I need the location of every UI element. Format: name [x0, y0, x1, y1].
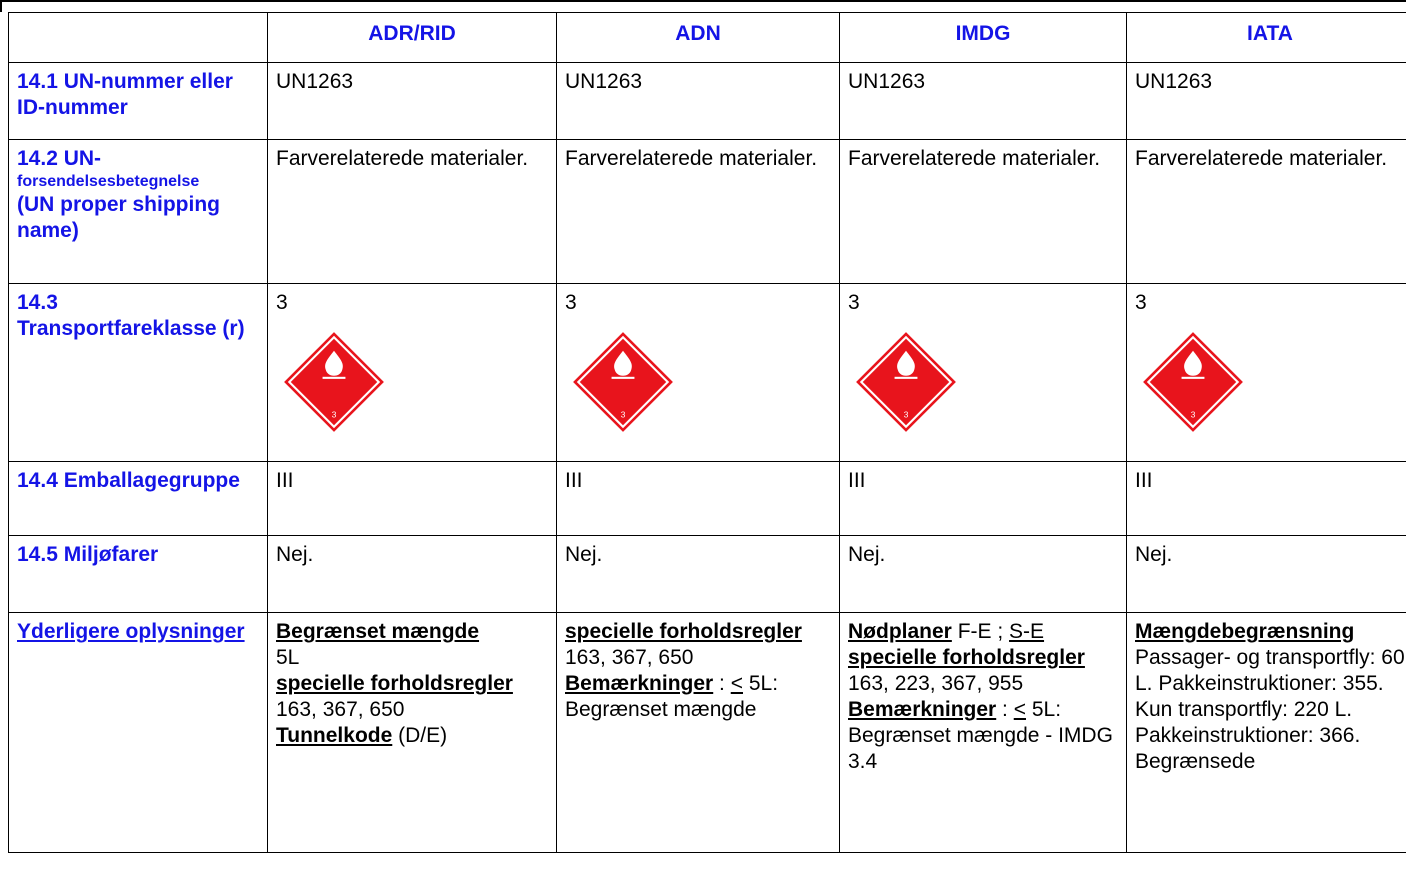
top-border — [0, 0, 1406, 12]
row-un-number — [9, 63, 1406, 140]
label-shipping-name-line2: forsendelsesbetegnelse — [17, 173, 200, 190]
remarks-label: Bemærkninger — [565, 672, 714, 695]
emergency-schedule-se: S-E — [1009, 620, 1045, 643]
hazard-class-value: 3 — [565, 291, 577, 314]
header-imdg: IMDG — [840, 13, 1127, 63]
header-empty — [9, 13, 268, 63]
hazard-class-value: 3 — [848, 291, 860, 314]
special-provisions-value: 163, 367, 650 — [276, 698, 405, 721]
hazard-class-imdg — [840, 284, 1127, 462]
remarks-label: Bemærkninger — [848, 698, 997, 721]
row-env-hazard — [9, 536, 1406, 613]
special-provisions-label: specielle forholdsregler — [276, 672, 513, 695]
flammable-liquid-placard-icon — [854, 330, 958, 434]
header-iata: IATA — [1127, 13, 1406, 63]
remarks-value: 5L: Begrænset mængde - IMDG 3.4 — [848, 698, 1113, 773]
row-shipping-name — [9, 140, 1406, 284]
env-hazard-adn: Nej. — [557, 536, 840, 613]
label-env-hazard: 14.5 Miljøfarer — [9, 536, 268, 613]
packing-group-adn: III — [557, 462, 840, 536]
hazard-class-adn — [557, 284, 840, 462]
un-number-iata: UN1263 — [1127, 63, 1406, 140]
remarks-separator: : — [996, 698, 1014, 721]
quantity-limit-label: Mængdebegrænsning — [1135, 620, 1355, 643]
shipping-name-adr: Farverelaterede materialer. — [268, 140, 557, 284]
special-provisions-label: specielle forholdsregler — [848, 646, 1085, 669]
remarks-le-symbol: < — [1013, 698, 1026, 721]
shipping-name-iata: Farverelaterede materialer. — [1127, 140, 1406, 284]
svg-text:3: 3 — [620, 409, 626, 420]
label-additional-info — [9, 613, 268, 853]
remarks-separator: : — [713, 672, 731, 695]
tunnel-code-label: Tunnelkode — [276, 724, 393, 747]
limited-quantity-label: Begrænset mængde — [276, 620, 480, 643]
label-shipping-name — [9, 140, 268, 284]
header-adr-rid: ADR/RID — [268, 13, 557, 63]
env-hazard-iata: Nej. — [1127, 536, 1406, 613]
label-hazard-class: 14.3 Transportfareklasse (r) — [9, 284, 268, 462]
flammable-liquid-placard-icon — [282, 330, 386, 434]
packing-group-imdg: III — [840, 462, 1127, 536]
label-packing-group: 14.4 Emballagegruppe — [9, 462, 268, 536]
additional-adr — [268, 613, 557, 853]
svg-text:3: 3 — [1190, 409, 1196, 420]
label-shipping-name-line1: 14.2 UN- — [17, 147, 102, 170]
packing-group-adr: III — [268, 462, 557, 536]
un-number-imdg: UN1263 — [840, 63, 1127, 140]
hazard-class-value: 3 — [1135, 291, 1147, 314]
transport-info-table — [8, 12, 1406, 853]
svg-text:3: 3 — [903, 409, 909, 420]
hazard-class-adr — [268, 284, 557, 462]
tunnel-code-value: (D/E) — [398, 724, 448, 747]
quantity-limit-text: Passager- og transportfly: 60 L. Pakkeinstruktioner: 355. Kun transportfly: 220 L. Pakkeinstruktioner: 366. Begrænsede — [1135, 646, 1405, 773]
additional-adn — [557, 613, 840, 853]
svg-text:3: 3 — [331, 409, 337, 420]
env-hazard-imdg: Nej. — [840, 536, 1127, 613]
remarks-value: 5L: Begrænset mængde — [565, 672, 779, 721]
shipping-name-adn: Farverelaterede materialer. — [557, 140, 840, 284]
flammable-liquid-placard-icon — [571, 330, 675, 434]
remarks-le-symbol: < — [730, 672, 743, 695]
label-shipping-name-line3: (UN proper shipping name) — [17, 193, 220, 242]
additional-info-link[interactable]: Yderligere oplysninger — [17, 620, 245, 643]
header-row — [9, 13, 1406, 63]
label-un-number: 14.1 UN-nummer eller ID-nummer — [9, 63, 268, 140]
special-provisions-value: 163, 223, 367, 955 — [848, 672, 1024, 695]
row-additional-info — [9, 613, 1406, 853]
header-adn: ADN — [557, 13, 840, 63]
env-hazard-adr: Nej. — [268, 536, 557, 613]
hazard-class-value: 3 — [276, 291, 288, 314]
un-number-adn: UN1263 — [557, 63, 840, 140]
shipping-name-imdg: Farverelaterede materialer. — [840, 140, 1127, 284]
special-provisions-label: specielle forholdsregler — [565, 620, 802, 643]
emergency-schedule-value: F-E ; — [957, 620, 1004, 643]
additional-imdg — [840, 613, 1127, 853]
special-provisions-value: 163, 367, 650 — [565, 646, 694, 669]
packing-group-iata: III — [1127, 462, 1406, 536]
hazard-class-iata — [1127, 284, 1406, 462]
limited-quantity-value: 5L — [276, 646, 300, 669]
un-number-adr: UN1263 — [268, 63, 557, 140]
row-hazard-class — [9, 284, 1406, 462]
emergency-schedule-label: Nødplaner — [848, 620, 952, 643]
flammable-liquid-placard-icon — [1141, 330, 1245, 434]
additional-iata — [1127, 613, 1406, 853]
row-packing-group — [9, 462, 1406, 536]
